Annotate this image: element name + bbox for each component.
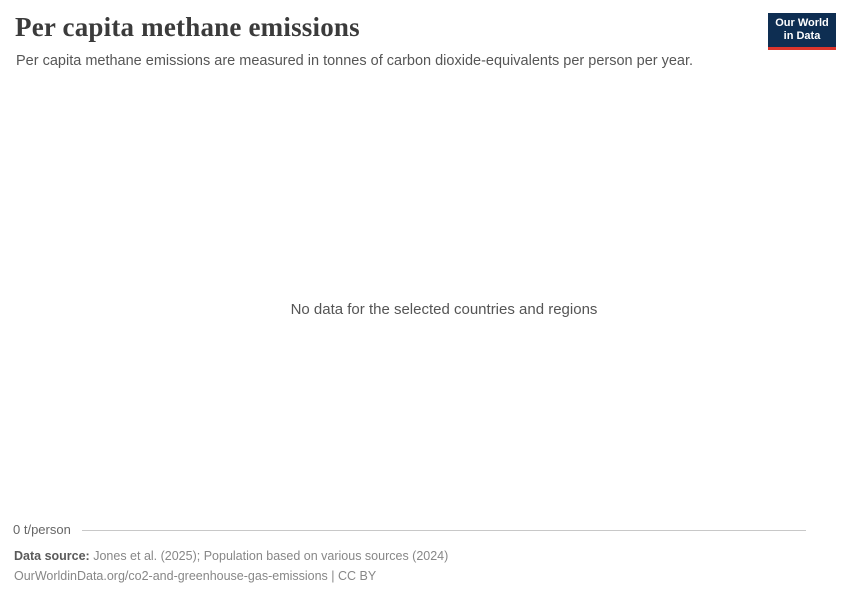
data-source-label: Data source:	[14, 549, 90, 563]
no-data-message: No data for the selected countries and regions	[290, 301, 598, 318]
data-source-line	[14, 546, 448, 566]
chart-subtitle: Per capita methane emissions are measured in tonnes of carbon dioxide-equivalents per person per year.	[16, 53, 694, 69]
owid-logo[interactable]	[768, 13, 836, 50]
chart-title: Per capita methane emissions	[15, 12, 360, 42]
canonical-url-line	[14, 566, 448, 586]
chart-footer	[14, 546, 448, 586]
y-axis-zero-tick-label: 0 t/person	[13, 522, 71, 537]
canonical-url-link[interactable]: OurWorldinData.org/co2-and-greenhouse-gas-emissions | CC BY	[14, 569, 377, 583]
data-source-link[interactable]: Jones et al. (2025); Population based on various sources (2024)	[93, 549, 449, 563]
owid-logo-line2: in Data	[783, 30, 821, 42]
x-axis-baseline	[82, 530, 806, 531]
owid-logo-line1: Our World	[775, 17, 829, 29]
